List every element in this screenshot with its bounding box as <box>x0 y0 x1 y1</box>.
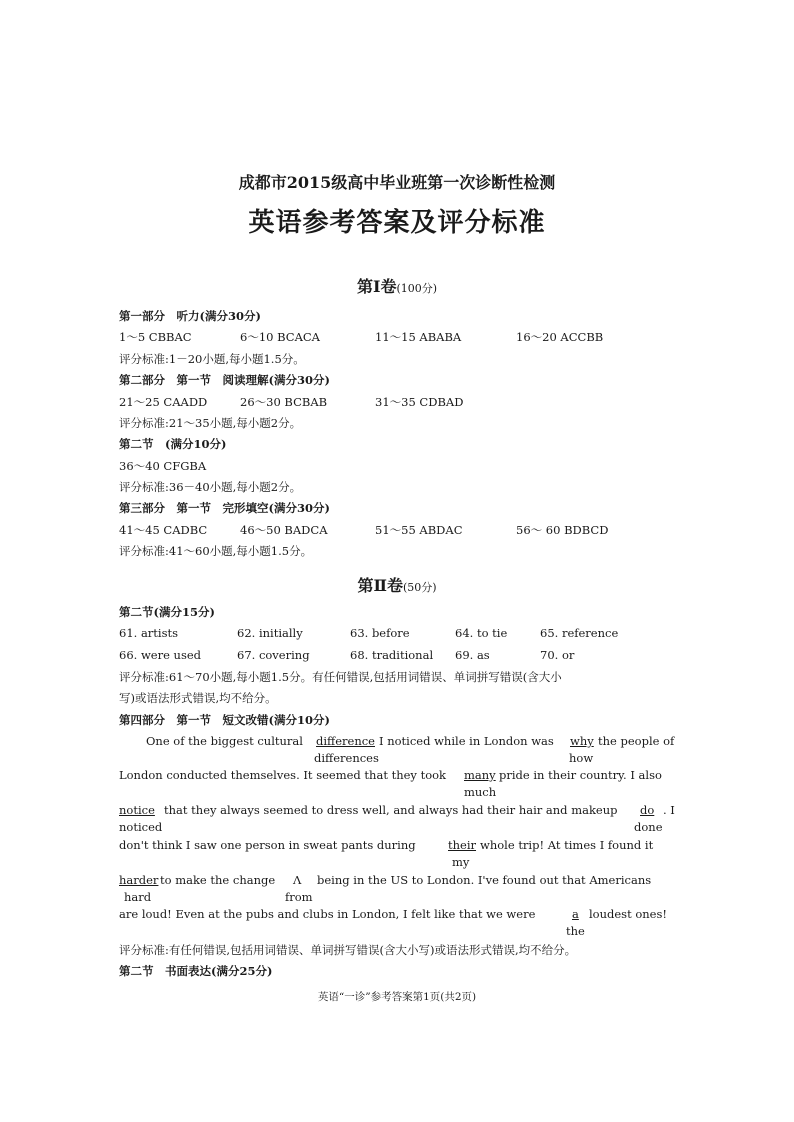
part1-rule: 评分标准:1－20小题,每小题1.5分。 <box>119 352 305 366</box>
correction-word: my <box>452 855 470 869</box>
document-title: 英语参考答案及评分标准 <box>248 208 546 238</box>
answer-item: 70. or <box>540 648 575 662</box>
part4-rule: 评分标准:有任何错误,包括用词错误、单词拼写错误(含大小写)或语法形式错误,均不给分。 <box>119 943 577 957</box>
volume-2-label: 第Ⅱ卷 <box>357 576 403 595</box>
error-word: a <box>572 907 579 921</box>
answer-group: 31～35 CDBAD <box>375 395 464 409</box>
part3-section1-heading: 第三部分 第一节 完形填空(满分30分) <box>119 501 330 515</box>
error-word: their <box>448 838 477 852</box>
part4-heading: 第四部分 第一节 短文改错(满分10分) <box>119 713 330 727</box>
answer-item: 66. were used <box>119 648 202 662</box>
answer-group: 36～40 CFGBA <box>119 459 207 473</box>
part2-section2-heading: 第二节 (满分10分) <box>119 437 227 451</box>
passage-text: I noticed while in London was <box>379 734 554 748</box>
answer-item: 62. initially <box>237 626 303 640</box>
passage-text: One of the biggest cultural <box>146 734 303 748</box>
part1-heading: 第一部分 听力(满分30分) <box>119 309 261 323</box>
passage-text: London conducted themselves. It seemed that they took <box>119 768 447 782</box>
part2-section2-rule: 评分标准:36－40小题,每小题2分。 <box>119 480 302 494</box>
correction-word: noticed <box>119 820 163 834</box>
error-word: do <box>640 803 655 817</box>
error-word: why <box>570 734 594 748</box>
answer-item: 63. before <box>350 626 410 640</box>
correction-word: done <box>634 820 663 834</box>
error-word: notice <box>119 803 155 817</box>
answer-group: 11～15 ABABA <box>375 330 462 344</box>
correction-word: much <box>464 785 497 799</box>
error-word: many <box>464 768 496 782</box>
passage-text: whole trip! At times I found it <box>480 838 654 852</box>
volume-1-heading <box>0 274 794 297</box>
answer-group: 16～20 ACCBB <box>516 330 604 344</box>
passage-text: loudest ones! <box>589 907 668 921</box>
correction-word: the <box>566 924 585 938</box>
volume-1-score: (100分) <box>396 282 438 295</box>
answer-group: 21～25 CAADD <box>119 395 208 409</box>
answer-group: 51～55 ABDAC <box>375 523 463 537</box>
answer-group: 46～50 BADCA <box>240 523 328 537</box>
answer-item: 67. covering <box>237 648 310 662</box>
answer-group: 6～10 BCACA <box>240 330 320 344</box>
passage-text: to make the change <box>160 873 276 887</box>
correction-word: how <box>569 751 594 765</box>
exam-title: 成都市2015级高中毕业班第一次诊断性检测 <box>238 173 556 192</box>
part2-section1-rule: 评分标准:21～35小题,每小题2分。 <box>119 416 302 430</box>
volume-2-heading <box>0 573 794 596</box>
answer-item: 65. reference <box>540 626 619 640</box>
part3-section2-rule-line1: 评分标准:61～70小题,每小题1.5分。有任何错误,包括用词错误、单词拼写错误(含大小 <box>119 670 562 684</box>
correction-word: differences <box>314 751 379 765</box>
part3-section1-rule: 评分标准:41～60小题,每小题1.5分。 <box>119 544 313 558</box>
answer-group: 1～5 CBBAC <box>119 330 192 344</box>
passage-text: the people of <box>598 734 675 748</box>
part2-section1-heading: 第二部分 第一节 阅读理解(满分30分) <box>119 373 330 387</box>
part3-section2-rule-line2: 写)或语法形式错误,均不给分。 <box>119 691 277 705</box>
page-footer: 英语“一诊”参考答案第1页(共2页) <box>317 991 477 1003</box>
answer-item: 61. artists <box>119 626 179 640</box>
passage-text: that they always seemed to dress well, and always had their hair and makeup <box>164 803 618 817</box>
answer-group: 56～ 60 BDBCD <box>516 523 609 537</box>
insertion-mark: Λ <box>293 873 302 887</box>
passage-text: . I <box>663 803 675 817</box>
volume-1-label: 第Ⅰ卷 <box>356 277 397 296</box>
part4-section2-heading: 第二节 书面表达(满分25分) <box>119 964 273 978</box>
answer-item: 64. to tie <box>455 626 508 640</box>
answer-item: 69. as <box>455 648 490 662</box>
volume-2-score: (50分) <box>402 581 437 594</box>
error-word: harder <box>119 873 159 887</box>
passage-text: are loud! Even at the pubs and clubs in London, I felt like that we were <box>119 907 536 921</box>
correction-word: hard <box>124 890 152 904</box>
passage-text: don't think I saw one person in sweat pants during <box>119 838 416 852</box>
answer-group: 41～45 CADBC <box>119 523 208 537</box>
passage-text: being in the US to London. I've found out that Americans <box>317 873 652 887</box>
correction-word: from <box>285 890 313 904</box>
error-word: difference <box>316 734 375 748</box>
part3-section2-heading: 第二节(满分15分) <box>119 605 215 619</box>
passage-text: pride in their country. I also <box>499 768 662 782</box>
answer-item: 68. traditional <box>350 648 434 662</box>
answer-group: 26～30 BCBAB <box>240 395 328 409</box>
